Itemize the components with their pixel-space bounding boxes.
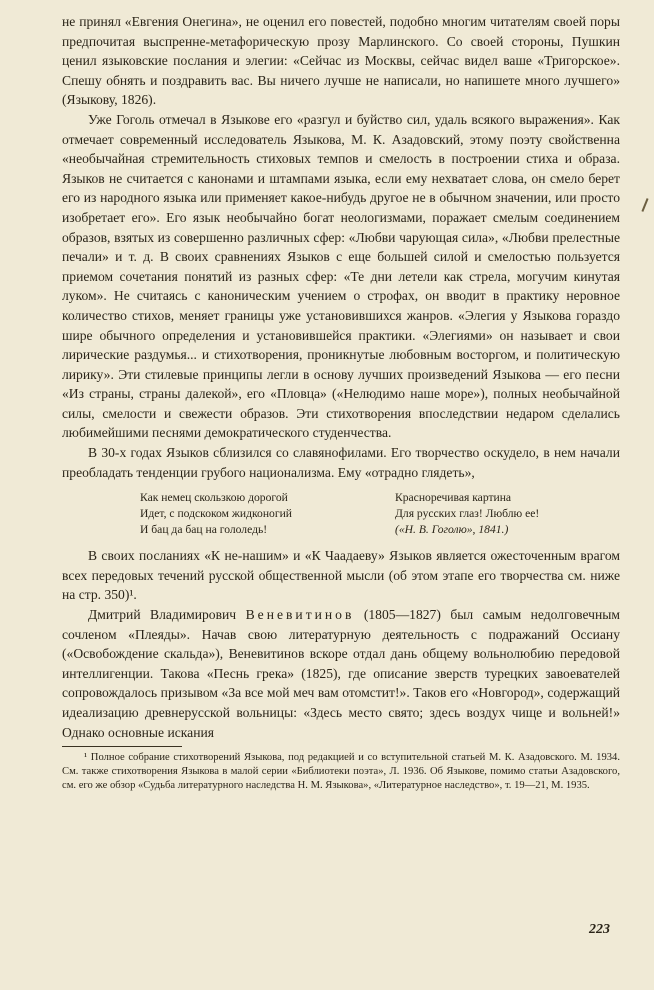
poem-line: Идет, с подскоком жидконогий <box>140 507 292 521</box>
poem-attribution: («Н. В. Гоголю», 1841.) <box>395 523 509 537</box>
paragraph-gogol: Уже Гоголь отмечал в Языкове его «разгул и буйство сил, удаль всякого выражения». Как отмечает современный исследователь Языкова, М. К. Азадовский, этому поэту свойственна «необычайная стремительность стиховых темпов и смелость в построении стиха и образа. Языков не считается с канонами и штампами языка, если ему нехватает слова, он смело берет его из народного языка или применяет какое-нибудь другое не в обычном значении, или просто изобретает его». Его язык необычайно богат неологизмами, поражает смелым соединением образов, взятых из совершенно различных сфер: «Любви чарующая сила», «Любви прелестные печали» и т. д. В своих сравнениях Языков с еще большей силой и смелостью пользуется приемом сочетания понятий из разных сфер: «Те дни летели как стрела, могучим кинутая луком». Не считаясь с каноническим учением о строфах, он вводит в практику неровное количество стихов, меняет границы уже установившихся жанров. «Элегия у Языкова гораздо шире обычного определения и установившейся практики. «Элегиями» он называет и свои лирические раздумья... и стихотворения, проникнутые любовным восторгом, и политическую лирику». Эти стилевые принципы легли в основу лучших произведений Языкова — его песни «Из страны, страны далекой», его «Пловца» («Нелюдимо наше море»), полных необычайной силы, смелости и свежести образов. Эти стихотворения впоследствии недаром сделались любимейшими песнями демократического студенчества. <box>62 111 620 441</box>
margin-pencil-mark <box>641 198 648 212</box>
paragraph-epistles: В своих посланиях «К не-нашим» и «К Чаадаеву» Языков является ожесточенным врагом всех передовых течений русской общественной мысли (об этом этапе его творчества см. ниже на стр. 350)¹. <box>62 548 620 603</box>
venevitinov-surname: Веневитинов <box>245 607 355 623</box>
footnote <box>62 751 620 793</box>
poem-line: Как немец скользкою дорогой <box>140 491 288 505</box>
page-number: 223 <box>589 922 610 937</box>
footnote-divider <box>62 746 182 747</box>
poem-left-column <box>140 490 365 538</box>
poem-right-column <box>365 490 620 538</box>
poem-quote <box>140 490 620 538</box>
paragraph-slavophiles: В 30-х годах Языков сблизился со славянофилами. Его творчество оскудело, в нем начали преобладать тенденции грубого национализма. Ему «отрадно глядеть», <box>62 445 620 480</box>
venevitinov-text: (1805—1827) был самым недолговечным сочленом «Плеяды». Начав свою литературную деятельность с подражаний Оссиану («Освобождение скальда»), Веневитинов вскоре отдал дань общему вольнолюбию передовой интеллигенции. Такова «Песнь грека» (1825), где описание зверств турецких завоевателей сопровождалось призывом «За все мой меч вам отомстит!». Таков его «Новгород», содержащий идеализацию древнерусской вольницы: «Здесь место свято; здесь воздух чище и вольней!» Однако основные искания <box>62 607 620 740</box>
poem-line: Для русских глаз! Люблю ее! <box>395 507 540 521</box>
poem-line: И бац да бац на гололедь! <box>140 523 268 537</box>
paragraph-venevitinov <box>62 605 620 742</box>
footnote-text: ¹ Полное собрание стихотворений Языкова, под редакцией и со вступительной статьей М. К. Азадовского. М. 1934. См. также стихотворения Языкова в малой серии «Библиотеки поэта», Л. 1936. Об Языкове, помимо статьи Азадовского, см. его же обзор «Судьба литературного наследства Н. М. Языкова», «Литературное наследство», т. 19—21, М. 1935. <box>62 752 620 792</box>
main-text <box>62 12 620 742</box>
poem-line: Красноречивая картина <box>395 491 512 505</box>
paragraph-pushkin: не принял «Евгения Онегина», не оценил его повестей, подобно многим читателям своей поры предпочитая выспренне-метафорическую прозу Марлинского. Со своей стороны, Пушкин ценил языковские послания и элегии: «Сейчас из Москвы, сейчас видел ваше «Тригорское». Спешу обнять и поздравить вас. Вы ничего лучше не написали, но напишете много лучшего» (Языкову, 1826). <box>62 14 620 108</box>
venevitinov-first-name: Дмитрий Владимирович <box>88 607 237 623</box>
